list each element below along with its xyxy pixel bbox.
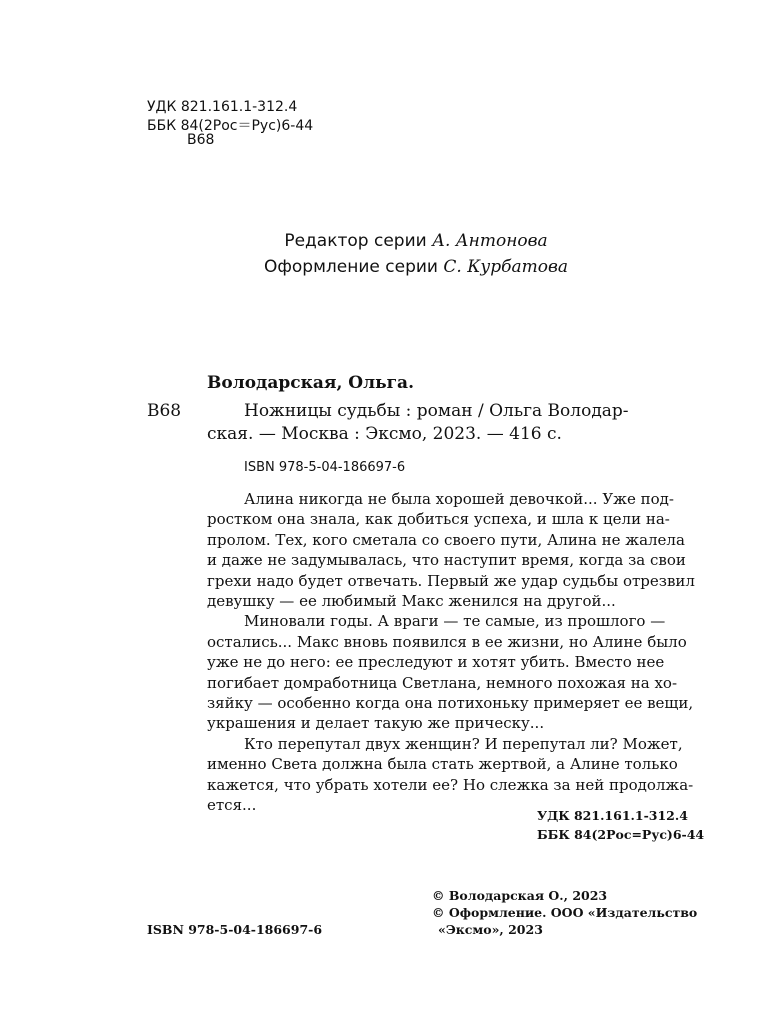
record-author: Володарская, Ольга. bbox=[207, 373, 414, 393]
annotation-line: ростком она знала, как добиться успеха, и шла к цели на- bbox=[207, 510, 670, 528]
footer-isbn: ISBN 978-5-04-186697-6 bbox=[147, 922, 323, 937]
series-editor-line bbox=[116, 228, 716, 255]
udk-code-bottom: УДК 821.161.1-312.4 bbox=[537, 808, 688, 823]
bbk-code-bottom: ББК 84(2Рос=Рус)6-44 bbox=[537, 827, 705, 842]
record-title-line1: Ножницы судьбы : роман / Ольга Володар- bbox=[244, 401, 629, 421]
series-editor-label: Редактор серии bbox=[284, 231, 433, 251]
annotation-line: уже не до него: ее преследуют и хотят убить. Вместо нее bbox=[207, 653, 665, 671]
bbk-code-top: ББК 84(2Рос＝Рус)6-44 bbox=[147, 118, 314, 134]
series-design-label: Оформление серии bbox=[263, 257, 444, 277]
author-sign-top: В68 bbox=[187, 132, 215, 148]
annotation-line: ется... bbox=[207, 796, 257, 814]
annotation-line: погибает домработница Светлана, немного похожая на хо- bbox=[207, 674, 678, 692]
annotation-line: Миновали годы. А враги — те самые, из прошлого — bbox=[244, 612, 666, 630]
annotation-line: грехи надо будет отвечать. Первый же удар судьбы отрезвил bbox=[207, 572, 695, 590]
series-design-name: С. Курбатова bbox=[443, 257, 568, 277]
annotation-line: Кто перепутал двух женщин? И перепутал ли? Может, bbox=[244, 735, 683, 753]
record-title-line2: ская. — Москва : Эксмо, 2023. — 416 с. bbox=[207, 424, 562, 444]
annotation-line: именно Света должна была стать жертвой, а Алине только bbox=[207, 755, 678, 773]
annotation-line: пролом. Тех, кого сметала со своего пути, Алина не жалела bbox=[207, 531, 685, 549]
udk-code-top: УДК 821.161.1-312.4 bbox=[147, 99, 298, 115]
annotation-line: девушку — ее любимый Макс женился на другой... bbox=[207, 592, 616, 610]
annotation-line: и даже не задумывалась, что наступит время, когда за свои bbox=[207, 551, 686, 569]
annotation-line: зяйку — особенно когда она потихоньку примеряет ее вещи, bbox=[207, 694, 694, 712]
record-sign: В68 bbox=[147, 401, 182, 421]
annotation-line: Алина никогда не была хорошей девочкой... Уже под- bbox=[244, 490, 674, 508]
series-editor-name: А. Антонова bbox=[432, 231, 548, 251]
footer-copyright-author: © Володарская О., 2023 bbox=[432, 888, 608, 903]
series-design-line bbox=[116, 254, 716, 281]
footer-copyright-publisher: «Эксмо», 2023 bbox=[438, 922, 543, 937]
annotation-line: остались... Макс вновь появился в ее жизни, но Алине было bbox=[207, 633, 687, 651]
annotation-line: украшения и делает такую же прическу... bbox=[207, 714, 545, 732]
record-isbn: ISBN 978-5-04-186697-6 bbox=[244, 460, 406, 475]
annotation-line: кажется, что убрать хотели ее? Но слежка за ней продолжа- bbox=[207, 776, 694, 794]
footer-copyright-design: © Оформление. ООО «Издательство bbox=[432, 905, 698, 920]
